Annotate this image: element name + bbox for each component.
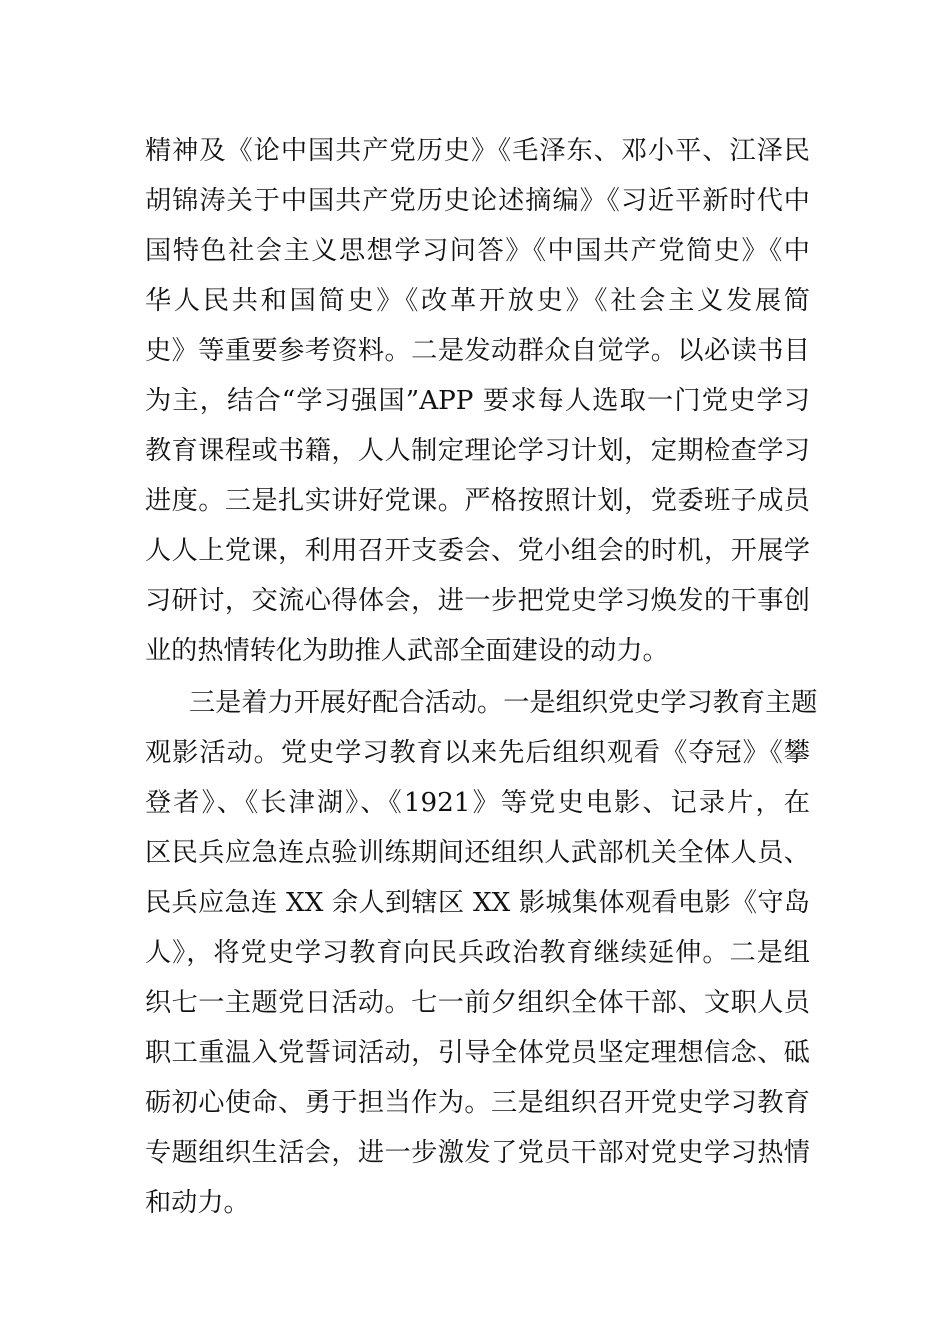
text-line: 人人上党课，利用召开支委会、党小组会的时机，开展学: [145, 536, 810, 566]
text-line: 胡锦涛关于中国共产党历史论述摘编》《习近平新时代中: [145, 186, 810, 216]
text-line: 织七一主题党日活动。七一前夕组织全体干部、文职人员: [145, 988, 810, 1018]
paragraph-continued-study-materials: [145, 126, 810, 676]
text-line: 为主，结合“学习强国”APP 要求每人选取一门党史学习: [145, 386, 810, 416]
text-line: 三是着力开展好配合活动。一是组织党史学习教育主题: [189, 688, 818, 718]
text-line: 专题组织生活会，进一步激发了党员干部对党史学习热情: [145, 1138, 810, 1168]
paragraph-supporting-activities: [145, 678, 818, 1228]
text-line: 民兵应急连 XX 余人到辖区 XX 影城集体观看电影《守岛: [145, 888, 810, 918]
text-line: 职工重温入党誓词活动，引导全体党员坚定理想信念、砥: [145, 1038, 810, 1068]
text-line: 国特色社会主义思想学习问答》《中国共产党简史》《中: [145, 236, 810, 266]
text-line: 和动力。: [145, 1188, 250, 1218]
text-line: 华人民共和国简史》《改革开放史》《社会主义发展简: [145, 286, 810, 316]
text-line: 区民兵应急连点验训练期间还组织人武部机关全体人员、: [145, 838, 810, 868]
text-line: 精神及《论中国共产党历史》《毛泽东、邓小平、江泽民: [145, 136, 810, 166]
text-line: 史》等重要参考资料。二是发动群众自觉学。以必读书目: [145, 336, 810, 366]
text-line: 教育课程或书籍，人人制定理论学习计划，定期检查学习: [145, 436, 810, 466]
document-body: [145, 126, 818, 1228]
text-line: 砺初心使命、勇于担当作为。三是组织召开党史学习教育: [145, 1088, 810, 1118]
text-line: 进度。三是扎实讲好党课。严格按照计划，党委班子成员: [145, 486, 810, 516]
text-line: 业的热情转化为助推人武部全面建设的动力。: [145, 636, 669, 666]
text-line: 观影活动。党史学习教育以来先后组织观看《夺冠》《攀: [145, 738, 810, 768]
text-line: 习研讨，交流心得体会，进一步把党史学习焕发的干事创: [145, 586, 810, 616]
text-line: 登者》、《长津湖》、《1921》等党史电影、记录片，在: [145, 788, 810, 818]
text-line: 人》，将党史学习教育向民兵政治教育继续延伸。二是组: [145, 938, 810, 968]
